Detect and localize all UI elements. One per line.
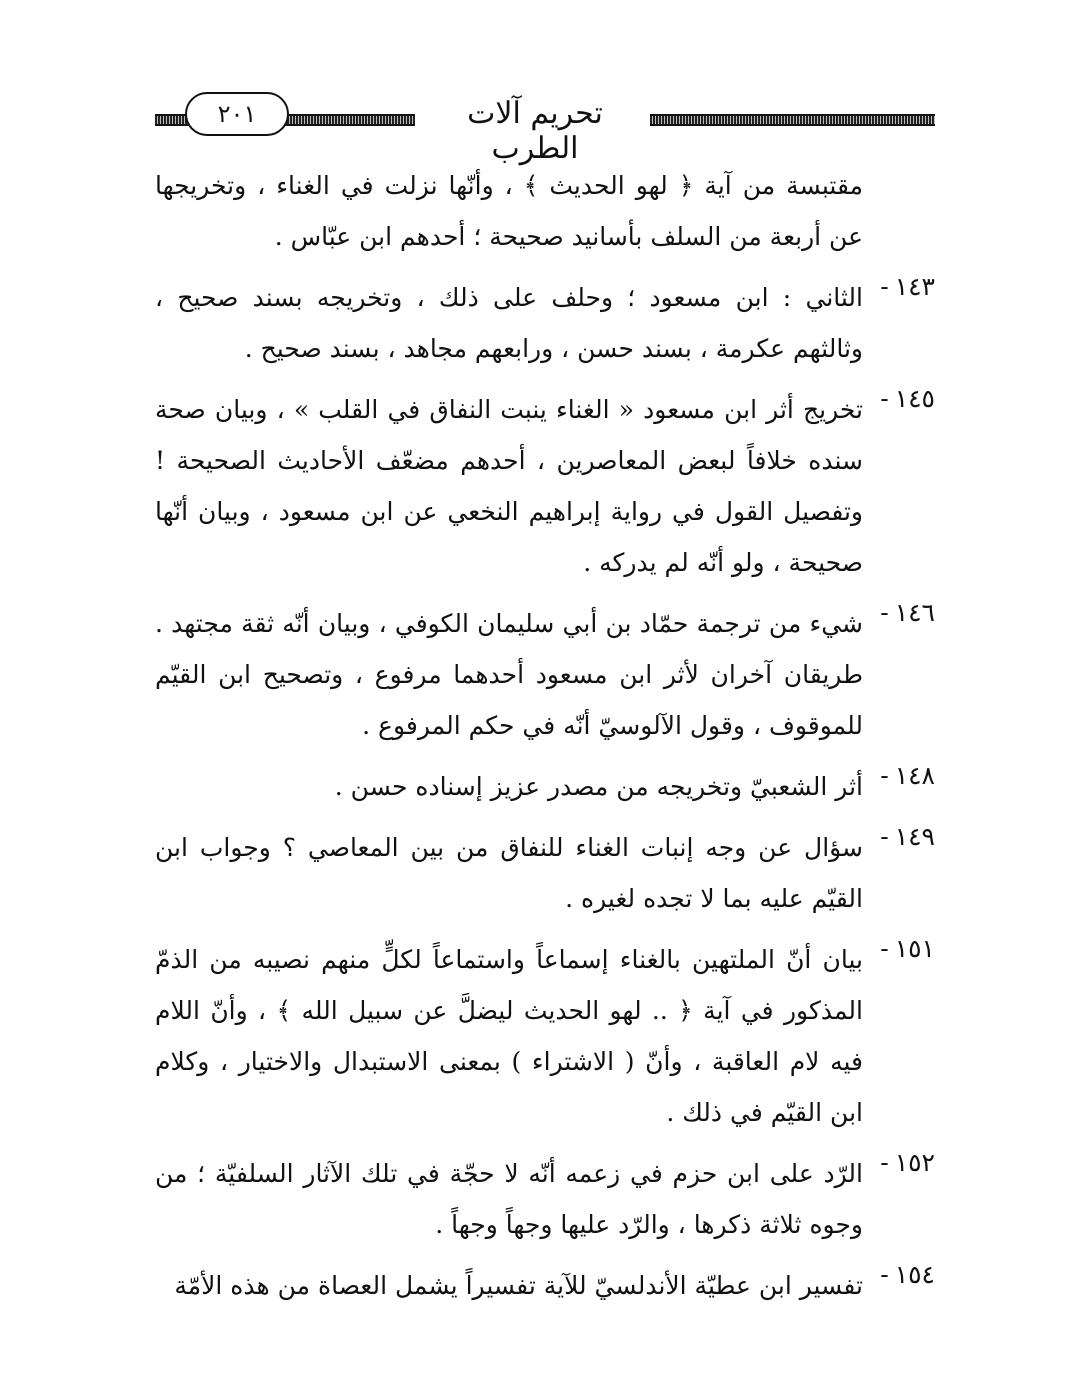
- entry-text: سؤال عن وجه إنبات الغناء للنفاق من بين المعاصي ؟ وجواب ابن القيّم عليه بما لا تجده لغيره .: [155, 833, 863, 913]
- entry-text: شيء من ترجمة حمّاد بن أبي سليمان الكوفي ، وبيان أنّه ثقة مجتهد . طريقان آخران لأثر ابن مسعود أحدهما مرفوع ، وتصحيح ابن القيّم للموقوف ، وقول الآلوسيّ أنّه في حكم المرفوع .: [155, 609, 863, 740]
- running-title: تحريم آلات الطرب: [467, 96, 603, 166]
- index-entry: [155, 384, 935, 588]
- index-entry: [155, 598, 935, 751]
- entry-text: أثر الشعبيّ وتخريجه من مصدر عزيز إسناده حسن .: [334, 772, 863, 801]
- entry-text: تخريج أثر ابن مسعود « الغناء ينبت النفاق في القلب » ، وبيان صحة سنده خلافاً لبعض المعاصرين ، أحدهم مضعّف الأحاديث الصحيحة ! وتفصيل القول في رواية إبراهيم النخعي عن ابن مسعود ، وبيان أنّها صحيحة ، ولو أنّه لم يدركه .: [155, 395, 863, 577]
- index-entry: [155, 1260, 935, 1311]
- intro-text: مقتبسة من آية ﴿ لهو الحديث ﴾ ، وأنّها نزلت في الغناء ، وتخريجها عن أربعة من السلف بأسانيد صحيحة ؛ أحدهم ابن عبّاس .: [155, 171, 863, 251]
- index-entry: [155, 761, 935, 812]
- entry-number: ١٤٦-: [880, 598, 935, 627]
- index-entry: [155, 934, 935, 1138]
- entry-number: ١٤٨-: [880, 761, 935, 790]
- entry-number: ١٥٤-: [880, 1260, 935, 1289]
- header-rule-right: [650, 114, 935, 126]
- entry-number: ١٥١-: [880, 934, 935, 963]
- entry-number: ١٤٩-: [880, 822, 935, 851]
- entry-number: ١٤٣-: [880, 272, 935, 301]
- entry-text: بيان أنّ الملتهين بالغناء إسماعاً واستماعاً لكلٍّ منهم نصيبه من الذمّ المذكور في آية ﴿ .. لهو الحديث ليضلَّ عن سبيل الله ﴾ ، وأنّ اللام فيه لام العاقبة ، وأنّ ( الاشتراء ) بمعنى الاستبدال والاختيار ، وكلام ابن القيّم في ذلك .: [155, 945, 863, 1127]
- index-entry: [155, 822, 935, 924]
- entry-text: الثاني : ابن مسعود ؛ وحلف على ذلك ، وتخريجه بسند صحيح ، وثالثهم عكرمة ، بسند حسن ، ورابعهم مجاهد ، بسند صحيح .: [155, 283, 863, 363]
- index-body: [155, 160, 935, 1321]
- index-entry: [155, 272, 935, 374]
- entry-number: ١٤٥-: [880, 384, 935, 413]
- entry-number: ١٥٢-: [880, 1148, 935, 1177]
- entry-text: الرّد على ابن حزم في زعمه أنّه لا حجّة في تلك الآثار السلفيّة ؛ من وجوه ثلاثة ذكرها ، والرّد عليها وجهاً وجهاً .: [155, 1159, 863, 1239]
- index-entry: [155, 1148, 935, 1250]
- entry-text: تفسير ابن عطيّة الأندلسيّ للآية تفسيراً يشمل العصاة من هذه الأمّة: [174, 1271, 863, 1300]
- intro-entry: [155, 160, 935, 262]
- page-number: ٢٠١: [185, 92, 289, 136]
- page-header: [155, 78, 935, 166]
- entry-number-spacer: [863, 160, 935, 262]
